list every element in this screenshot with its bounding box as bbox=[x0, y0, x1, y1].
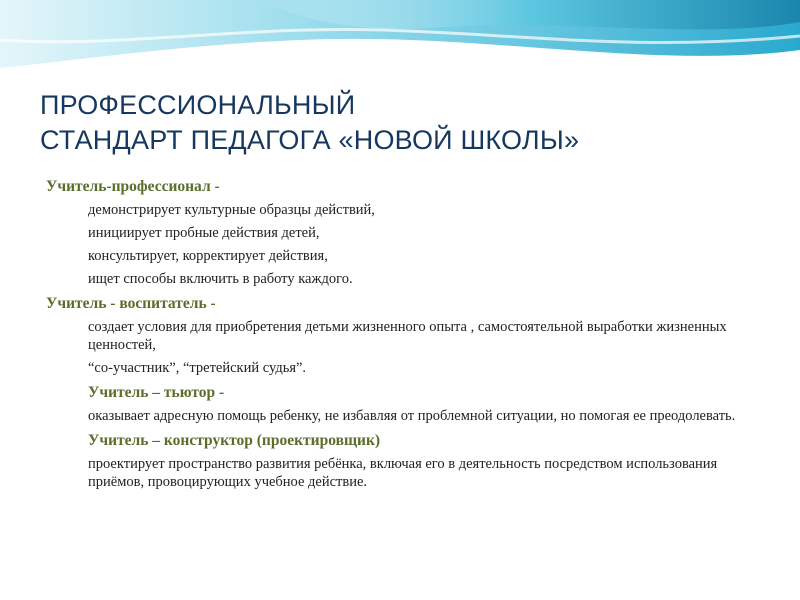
section-heading-text: Учитель-профессионал bbox=[46, 178, 211, 195]
list-item: проектирует пространство развития ребёнка, включая его в деятельность посредством использования приёмов, провоцирующих учебное действие. bbox=[88, 456, 718, 490]
title-line-1: ПРОФЕССИОНАЛЬНЫЙ bbox=[40, 90, 356, 120]
list-item: инициирует пробные действия детей, bbox=[88, 225, 320, 241]
subsection-heading-tutor: Учитель – тьютор - bbox=[88, 384, 225, 401]
decorative-wave-banner bbox=[0, 0, 800, 80]
title-line-2: СТАНДАРТ ПЕДАГОГА «НОВОЙ ШКОЛЫ» bbox=[40, 125, 580, 155]
heading-dash: - bbox=[210, 178, 220, 195]
list-item: демонстрирует культурные образцы действий, bbox=[88, 202, 375, 218]
section-heading-professional bbox=[46, 176, 756, 198]
slide-title bbox=[40, 88, 760, 158]
subsection-heading-constructor: Учитель – конструктор (проектировщик) bbox=[88, 432, 381, 449]
list-item: ищет способы включить в работу каждого. bbox=[88, 271, 353, 287]
section-heading-text: Учитель - воспитатель bbox=[46, 295, 207, 312]
slide-content bbox=[46, 176, 756, 496]
list-item: создает условия для приобретения детьми жизненного опыта , самостоятельной выработки жизненных ценностей, bbox=[88, 319, 727, 353]
section-heading-educator bbox=[46, 293, 756, 315]
heading-dash: - bbox=[206, 295, 216, 312]
list-item: “со-участник”, “третейский судья”. bbox=[88, 360, 307, 376]
list-item: оказывает адресную помощь ребенку, не избавляя от проблемной ситуации, но помогая ее преодолевать. bbox=[88, 408, 736, 424]
list-item: консультирует, корректирует действия, bbox=[88, 248, 328, 264]
